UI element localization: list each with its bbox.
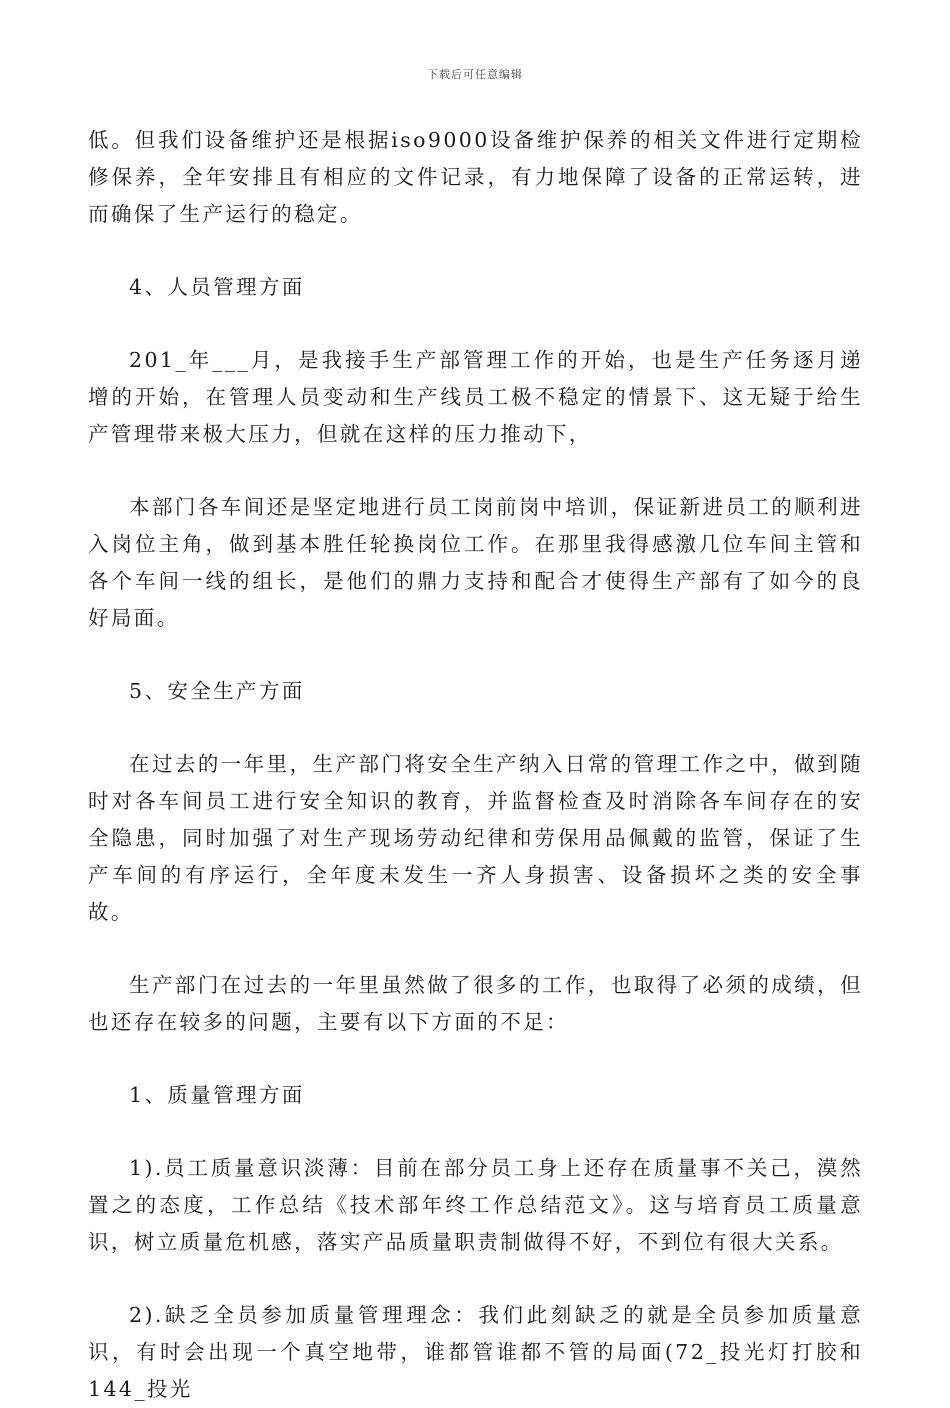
paragraph-personnel-intro: 201_年___月，是我接手生产部管理工作的开始，也是生产任务逐月递增的开始，在管理人员变动和生产线员工极不稳定的情景下、这无疑于给生产管理带来极大压力，但就在这样的压力推动下， <box>88 348 863 446</box>
paragraph-quality-participation: 2).缺乏全员参加质量管理理念：我们此刻缺乏的就是全员参加质量意识，有时会出现一个真空地带，谁都管谁都不管的局面(72_投光灯打胶和144_投光 <box>88 1303 863 1401</box>
section-heading-personnel: 4、人员管理方面 <box>129 275 305 299</box>
section-heading-safety: 5、安全生产方面 <box>129 679 305 703</box>
paragraph-equipment-maintenance: 低。但我们设备维护还是根据iso9000设备维护保养的相关文件进行定期检修保养，全年安排且有相应的文件记录，有力地保障了设备的正常运转，进而确保了生产运行的稳定。 <box>88 128 863 226</box>
header-note: 下载后可任意编辑 <box>427 68 523 81</box>
section-heading-quality: 1、质量管理方面 <box>129 1083 305 1107</box>
document-body <box>88 122 863 1408</box>
paragraph-quality-awareness: 1).员工质量意识淡薄：目前在部分员工身上还存在质量事不关己，漠然置之的态度，工作总结《技术部年终工作总结范文》。这与培育员工质量意识，树立质量危机感，落实产品质量职责制做得不好，不到位有很大关系。 <box>88 1156 863 1254</box>
paragraph-personnel-training: 本部门各车间还是坚定地进行员工岗前岗中培训，保证新进员工的顺利进入岗位主角，做到基本胜任轮换岗位工作。在那里我得感激几位车间主管和各个车间一线的组长，是他们的鼎力支持和配合才使得生产部有了如今的良好局面。 <box>88 495 863 630</box>
paragraph-safety: 在过去的一年里，生产部门将安全生产纳入日常的管理工作之中，做到随时对各车间员工进行安全知识的教育，并监督检查及时消除各车间存在的安全隐患，同时加强了对生产现场劳动纪律和劳保用品佩戴的监管，保证了生产车间的有序运行，全年度未发生一齐人身损害、设备损坏之类的安全事故。 <box>88 752 863 924</box>
paragraph-shortcomings-intro: 生产部门在过去的一年里虽然做了很多的工作，也取得了必须的成绩，但也还存在较多的问题，主要有以下方面的不足： <box>88 973 863 1034</box>
